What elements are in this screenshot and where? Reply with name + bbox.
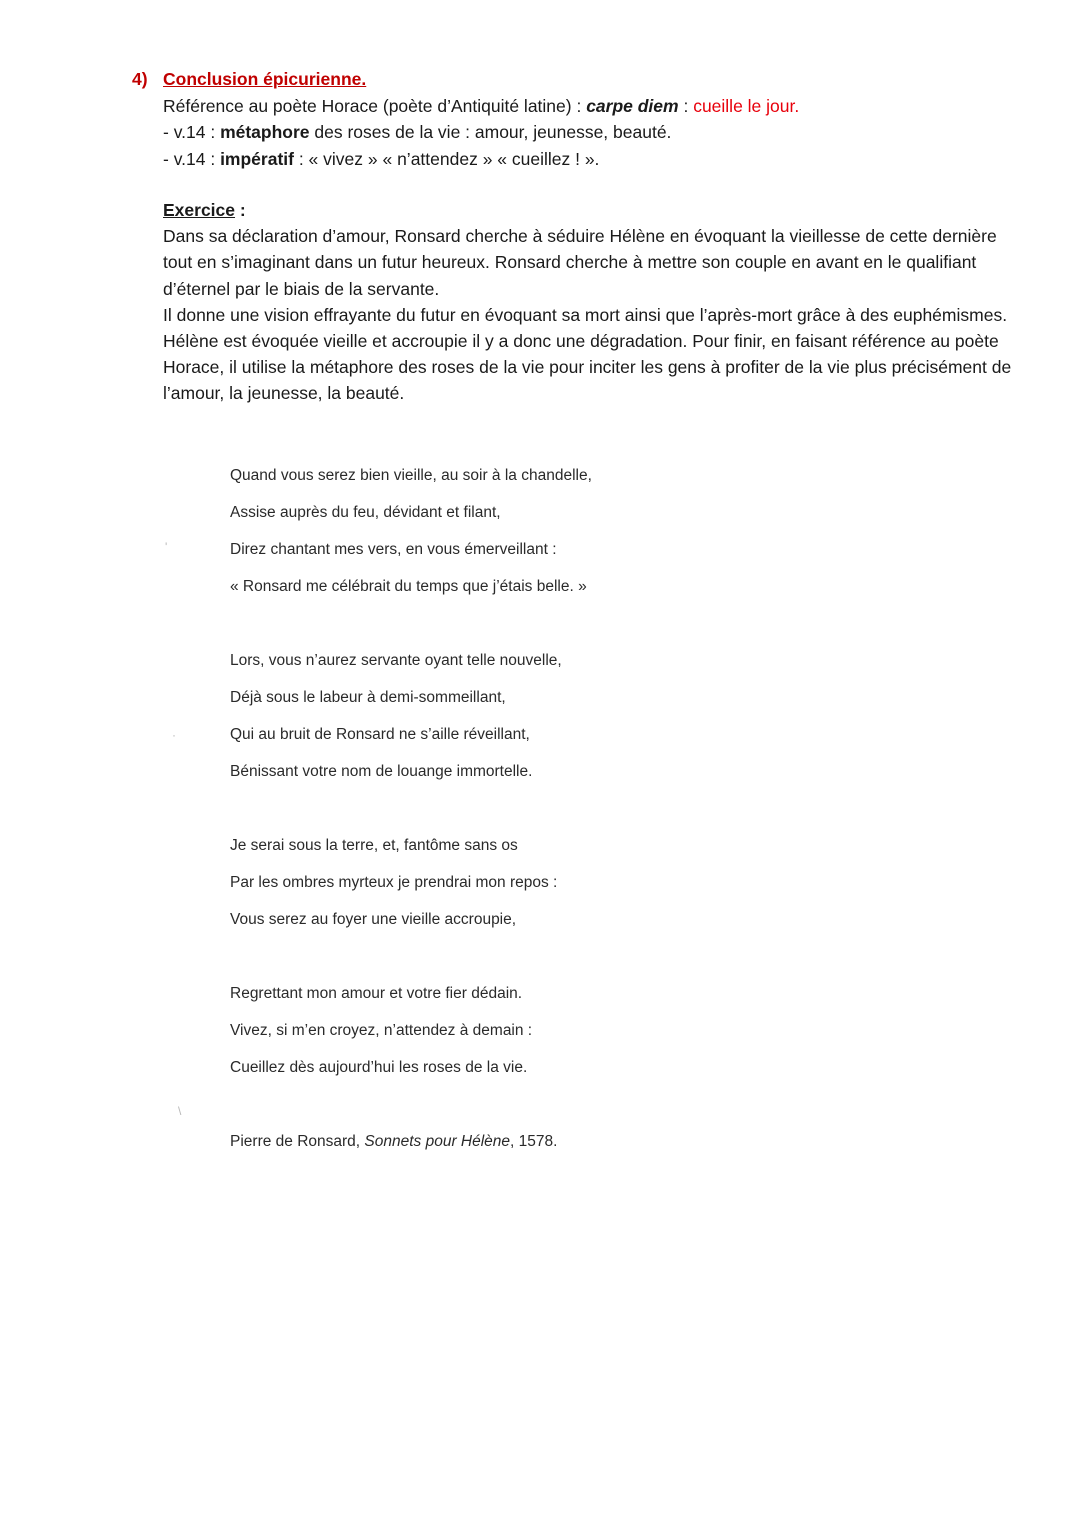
stanza-1 — [230, 462, 592, 610]
term-separator: : — [678, 95, 694, 116]
imperatif-rest: : « vivez » « n’attendez » « cueillez ! ». — [293, 148, 600, 169]
verse: Lors, vous n’aurez servante oyant telle nouvelle, — [230, 652, 562, 669]
poem — [230, 462, 592, 1156]
carpe-diem-translation: cueille le jour. — [693, 95, 800, 116]
verse: Cueillez dès aujourd’hui les roses de la vie. — [230, 1059, 528, 1076]
horace-reference-text: Référence au poète Horace (poète d’Antiquité latine) : — [163, 95, 587, 116]
verse: Par les ombres myrteux je prendrai mon repos : — [230, 874, 558, 891]
exercise-title: Exercice — [163, 200, 236, 220]
verse: Quand vous serez bien vieille, au soir à la chandelle, — [230, 467, 592, 484]
attribution-year: , 1578. — [510, 1133, 558, 1150]
section-conclusion — [132, 66, 1032, 172]
exercise-title-colon: : — [235, 200, 246, 220]
verse: Regrettant mon amour et votre fier dédain. — [230, 985, 523, 1002]
stanza-3 — [230, 832, 592, 943]
metaphore-rest: des roses de la vie : amour, jeunesse, beauté. — [309, 122, 672, 142]
verse: Qui au bruit de Ronsard ne s’aille réveillant, — [230, 726, 530, 743]
attribution-author: Pierre de Ronsard, — [230, 1133, 365, 1150]
imperatif-term: impératif — [220, 148, 294, 169]
exercise-heading — [163, 197, 1023, 223]
verse: Direz chantant mes vers, en vous émerveillant : — [230, 541, 557, 558]
exercise-paragraph-1: Dans sa déclaration d’amour, Ronsard cherche à séduire Hélène en évoquant la vieillesse de cette dernière tout en s’imaginant dans un futur heureux. Ronsard cherche à mettre son couple en avant en le qualifiant d’éternel par le biais de la servante. — [163, 226, 997, 299]
verse: Bénissant votre nom de louange immortelle. — [230, 763, 533, 780]
stanza-gap — [230, 943, 592, 980]
verse: « Ronsard me célébrait du temps que j’étais belle. » — [230, 578, 587, 595]
verse: Assise auprès du feu, dévidant et filant, — [230, 504, 501, 521]
stanza-gap — [230, 610, 592, 647]
exercise-block — [163, 197, 1023, 407]
carpe-diem-term: carpe diem — [586, 95, 679, 116]
verse: Vivez, si m’en croyez, n’attendez à demain : — [230, 1022, 533, 1039]
attribution-work: Sonnets pour Hélène — [364, 1133, 511, 1150]
scan-speck: \ — [178, 1104, 182, 1118]
section-title: Conclusion épicurienne. — [163, 69, 367, 89]
verse: Je serai sous la terre, et, fantôme sans os — [230, 837, 518, 854]
stanza-gap — [230, 795, 592, 832]
horace-reference-line — [163, 93, 1032, 120]
scan-speck: ' — [165, 540, 168, 554]
metaphore-term: métaphore — [220, 122, 310, 142]
section-number: 4) — [132, 69, 148, 89]
stanza-2 — [230, 647, 592, 795]
exercise-paragraph-2: Il donne une vision effrayante du futur en évoquant sa mort ainsi que l’après-mort grâce à des euphémismes. Hélène est évoquée vieille et accroupie il y a donc une dégradation. Pour finir, en faisant référence au poète Horace, il utilise la métaphore des roses de la vie pour inciter les gens à profiter de la vie plus précisément de l’amour, la jeunesse, la beauté. — [163, 304, 1012, 404]
scan-speck: · — [172, 728, 176, 742]
imperatif-line — [163, 146, 1032, 173]
poem-attribution — [230, 1128, 592, 1156]
verse: Déjà sous le labeur à demi-sommeillant, — [230, 689, 506, 706]
stanza-gap — [230, 1091, 592, 1128]
imperatif-prefix: - v.14 : — [163, 148, 221, 169]
verse: Vous serez au foyer une vieille accroupie, — [230, 911, 517, 928]
metaphore-prefix: - v.14 : — [163, 122, 221, 142]
section-heading — [132, 66, 1032, 93]
stanza-4 — [230, 980, 592, 1091]
metaphore-line — [163, 119, 1032, 146]
